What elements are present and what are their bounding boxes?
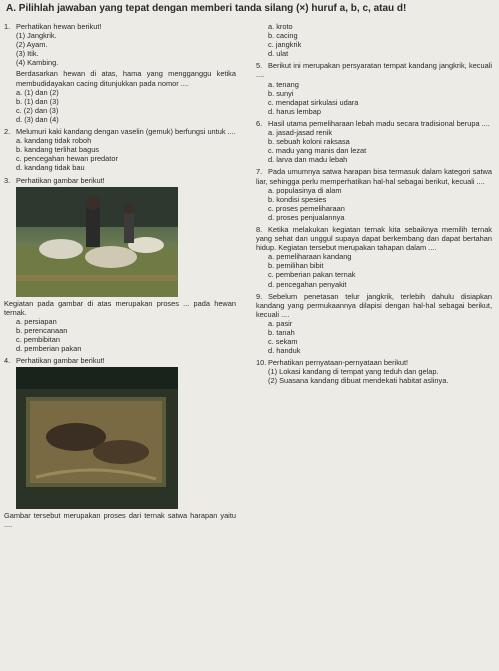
question-1-option-b[interactable]: b. (1) dan (3) [16, 96, 59, 106]
q-option-d[interactable]: d. ulat [268, 49, 289, 59]
question-4-stem: Perhatikan gambar berikut! [16, 356, 105, 366]
question-6-option-c[interactable]: c. madu yang manis dan lezat [268, 146, 367, 156]
question-1-option-a[interactable]: a. (1) dan (2) [16, 87, 59, 97]
section-header: A. Pilihlah jawaban yang tepat dengan memberi tanda silang (×) huruf a, b, c, atau d! [6, 3, 407, 14]
question-9-option-d[interactable]: d. handuk [268, 346, 301, 356]
question-1-option-d[interactable]: d. (3) dan (4) [16, 114, 59, 124]
question-10: 10. Perhatikan pernyataan-pernyataan berikut! (1) Lokasi kandang di tempat yang teduh dan gelap. (2) Suasana kandang dibuat mendekati habitat aslinya. [256, 358, 492, 385]
question-8-stem: Ketika melakukan kegiatan ternak kita sebaiknya memilih ternak yang sehat dan unggul supaya dapat berkembang dan dapat bertahan hidup. Kegiatan tersebut merupakan tahapan dalam .... [256, 224, 492, 253]
question-1-stem: Perhatikan hewan berikut! [16, 22, 102, 31]
question-3-stem: Perhatikan gambar berikut! [16, 175, 105, 185]
question-1-options-right [256, 22, 492, 58]
left-column [4, 22, 236, 529]
question-1-stem2: Berdasarkan hewan di atas, hama yang mengganggu ketika membudidayakan cacing ditunjukkan pada nomor .... [16, 69, 236, 88]
question-3: 3. Perhatikan gambar berikut! Kegiatan pada gambar di atas merupakan proses ... pada hewan ternak. a. persiapan b. perencanaan c. pembibitan d. pemberian pakan [4, 175, 236, 354]
question-6-option-b[interactable]: b. sebuah koloni raksasa [268, 137, 350, 147]
question-4-stem2: Gambar tersebut merupakan proses dari ternak satwa harapan yaitu .... [4, 511, 236, 530]
question-6-option-d[interactable]: d. larva dan madu lebah [268, 155, 348, 165]
question-7-stem: Pada umumnya satwa harapan bisa termasuk dalam kategori satwa liar, sehingga perlu memperhatikan hal-hal sebagai berikut, kecuali .... [256, 167, 492, 186]
question-5-option-b[interactable]: b. sunyi [268, 88, 294, 98]
question-7-option-d[interactable]: d. proses penjualannya [268, 212, 345, 222]
question-2-stem: Melumuri kaki kandang dengan vaselin (gemuk) berfungsi untuk .... [16, 127, 236, 137]
question-2-option-a[interactable]: a. kandang tidak roboh [16, 136, 92, 146]
question-2-option-d[interactable]: d. kandang tidak bau [16, 163, 85, 173]
livestock-feeding-photo [16, 187, 178, 297]
question-1-item: (2) Ayam. [16, 40, 48, 50]
question-9-stem: Sebelum penetasan telur jangkrik, terlebih dahulu disiapkan kandang yang permukaannya dilapisi dengan hal-hal sebagai berikut, kecuali .... [256, 291, 492, 319]
question-5-option-c[interactable]: c. mendapat sirkulasi udara [268, 97, 359, 107]
question-8-option-b[interactable]: b. pemilihan bibit [268, 261, 324, 271]
question-5-option-a[interactable]: a. tenang [268, 79, 299, 89]
question-7-option-c[interactable]: c. proses pemeliharaan [268, 203, 345, 213]
insect-breeding-photo [16, 367, 178, 509]
question-9: 9. Sebelum penetasan telur jangkrik, terlebih dahulu disiapkan kandang yang permukaannya dilapisi dengan hal-hal sebagai berikut, kecuali .... a. pasir b. tanah c. sekam d. handuk [256, 291, 492, 356]
question-2-option-c[interactable]: c. pencegahan hewan predator [16, 154, 118, 164]
question-8-option-a[interactable]: a. pemeliharaan kandang [268, 252, 352, 262]
question-5-stem: Berikut ini merupakan persyaratan tempat kandang jangkrik, kecuali .... [256, 61, 492, 80]
question-10-item: (2) Suasana kandang dibuat mendekati habitat aslinya. [268, 376, 449, 386]
question-7-option-a[interactable]: a. populasinya di alam [268, 185, 342, 195]
question-10-stem: Perhatikan pernyataan-pernyataan berikut! [268, 358, 409, 368]
q-option-b[interactable]: b. cacing [268, 31, 298, 41]
question-7-option-b[interactable]: b. kondisi spesies [268, 194, 327, 204]
question-6-stem: Hasil utama pemeliharaan lebah madu secara tradisional berupa .... [268, 118, 490, 128]
question-1-item: (3) Itik. [16, 49, 39, 59]
question-3-option-a[interactable]: a. persiapan [16, 316, 57, 326]
question-6: 6. Hasil utama pemeliharaan lebah madu secara tradisional berupa .... a. jasad-jasad renik b. sebuah koloni raksasa c. madu yang manis dan lezat d. larva dan madu lebah [256, 119, 492, 164]
question-6-option-a[interactable]: a. jasad-jasad renik [268, 128, 333, 138]
question-5: 5. Berikut ini merupakan persyaratan tempat kandang jangkrik, kecuali .... a. tenang b. sunyi c. mendapat sirkulasi udara d. harus lembap [256, 61, 492, 116]
q-option-c[interactable]: c. jangkrik [268, 40, 302, 50]
question-9-option-c[interactable]: c. sekam [268, 337, 298, 347]
question-5-option-d[interactable]: d. harus lembap [268, 106, 321, 116]
question-8: 8. Ketika melakukan kegiatan ternak kita sebaiknya memilih ternak yang sehat dan unggul supaya dapat berkembang dan dapat bertahan hidup. Kegiatan tersebut merupakan tahapan dalam .... a. pemeliharaan kandang b. pemilihan bibit c. pemberian pakan ternak d. pencegahan penyakit [256, 224, 492, 289]
question-3-option-d[interactable]: d. pemberian pakan [16, 344, 82, 354]
question-4: 4. Perhatikan gambar berikut! Gambar tersebut merupakan proses dari ternak satwa harapan yaitu .... [4, 356, 236, 530]
right-column [256, 22, 492, 386]
question-10-item: (1) Lokasi kandang di tempat yang teduh dan gelap. [268, 367, 439, 377]
question-8-option-d[interactable]: d. pencegahan penyakit [268, 279, 347, 289]
question-3-option-b[interactable]: b. perencanaan [16, 325, 68, 335]
question-1-item: (4) Kambing. [16, 58, 59, 68]
question-8-option-c[interactable]: c. pemberian pakan ternak [268, 270, 356, 280]
question-9-option-b[interactable]: b. tanah [268, 328, 295, 337]
question-2: 2. Melumuri kaki kandang dengan vaselin (gemuk) berfungsi untuk .... a. kandang tidak roboh b. kandang terlihat bagus c. pencegahan hewan predator d. kandang tidak bau [4, 127, 236, 173]
question-1-item: (1) Jangkrik. [16, 31, 57, 41]
question-9-option-a[interactable]: a. pasir [268, 318, 293, 328]
question-2-option-b[interactable]: b. kandang terlihat bagus [16, 145, 100, 155]
question-3-stem2: Kegiatan pada gambar di atas merupakan proses ... pada hewan ternak. [4, 298, 236, 317]
question-3-option-c[interactable]: c. pembibitan [16, 334, 60, 344]
question-7: 7. Pada umumnya satwa harapan bisa termasuk dalam kategori satwa liar, sehingga perlu memperhatikan hal-hal sebagai berikut, kecuali .... a. populasinya di alam b. kondisi spesies c. proses pemeliharaan d. proses penjualannya [256, 167, 492, 222]
q-option-a[interactable]: a. kroto [268, 22, 293, 31]
question-1-option-c[interactable]: c. (2) dan (3) [16, 105, 59, 115]
question-1: 1. Perhatikan hewan berikut! (1) Jangkrik. (2) Ayam. (3) Itik. (4) Kambing. Berdasarkan hewan di atas, hama yang mengganggu ketika membudidayakan cacing ditunjukkan pada nomor .... a. (1) dan (2) b. (1) dan (3) c. (2) dan (3) d. (3) dan (4) [4, 22, 236, 124]
